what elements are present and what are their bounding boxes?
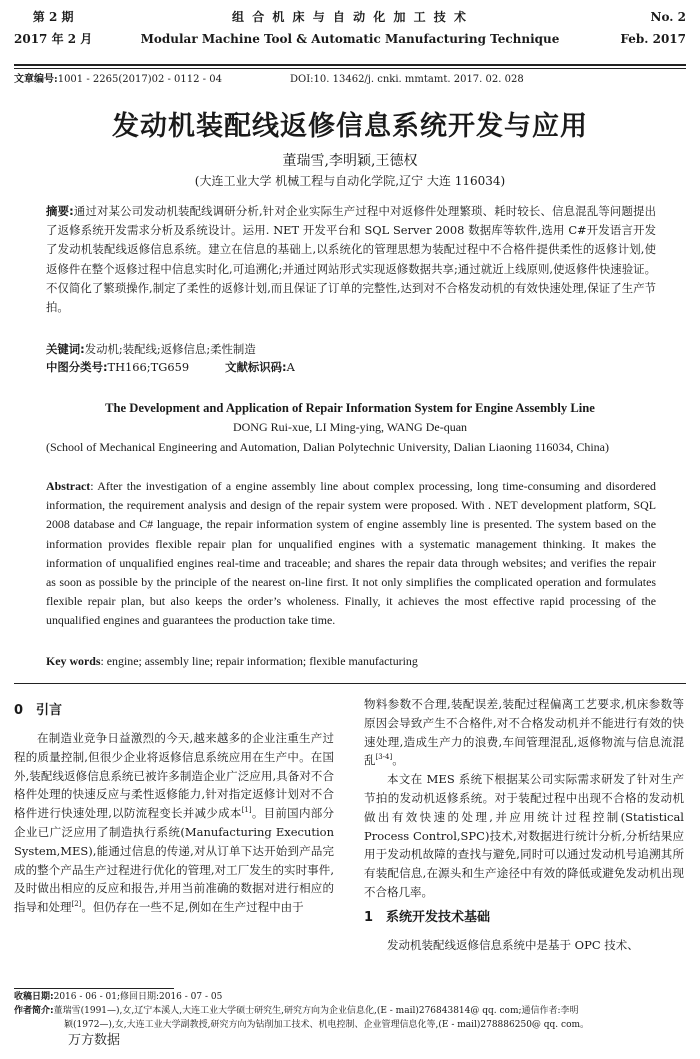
issue-date-cn: 2017 年 2 月 [14,32,93,46]
body-paragraph: 本文在 MES 系统下根据某公司实际需求研发了针对生产节拍的发动机返修系统。对于装配过程中出现不合格的发动机做出有效快速的处理,并应用统计过程控制(Statistical Process Control,SPC)技术,对数据进行统计分析,分析结果应用于发动机故障的查找与避免,同时可以通过发动机号追溯其所有装配信息,在源头和生产途径中有效的降低或避免发动机出现不合格几率。 [364,772,684,899]
running-header [14,6,686,62]
body-text: 物料参数不合理,装配误差,装配过程偏离工艺要求,机床参数等原因会导致产生不合格件,对不合格发动机并不能进行有效的快速处理,造成生产力的浪费,车间管理混乱,返修物流与信息流混乱 [364,697,684,768]
body-text: 。目前国内部分企业已广泛应用了制造执行系统(Manufacturing Execution System,MES),能通过信息的传递,对从订单下达开始到产品完成的整个产品生产过程进行优化的管理,对工厂发生的实时事件,及时做出相应的反应和报告,并用当前准确的数据对进行相应的指导和处理 [14,806,335,915]
affiliation-en: (School of Mechanical Engineering and Automation, Dalian Polytechnic University, Dalian Liaoning 116034, China) [46,440,609,454]
body-column-right [364,695,684,955]
keywords-en-label: Key words [46,654,101,668]
abstract-cn [46,202,656,317]
keywords-en [46,652,656,670]
journal-name-cn: 组 合 机 床 与 自 动 化 加 工 技 术 [232,10,468,24]
keywords-en-text: : engine; assembly line; repair information; flexible manufacturing [100,654,418,668]
abstract-cn-label: 摘要: [46,204,74,218]
paper-title-cn: 发动机装配线返修信息系统开发与应用 [112,111,588,142]
section-heading-tech [364,906,684,930]
paper-title-en: The Development and Application of Repair Information System for Engine Assembly Line [105,401,595,415]
affiliation-cn: (大连工业大学 机械工程与自动化学院,辽宁 大连 116034) [194,174,506,188]
section-number: 1 [364,909,374,925]
header-rule-thin [14,68,686,69]
issue-number-cn: 第 2 期 [32,10,74,24]
issue-block-cn [14,6,92,50]
article-number-label: 文章编号: [14,74,58,85]
classification-line [46,358,656,376]
citation-ref: [1] [241,806,252,815]
issue-block-en [620,6,686,50]
footnotes [14,990,686,1032]
body-text: 。 [392,753,404,768]
abstract-en-label: Abstract [46,479,91,493]
abstract-separator [14,683,686,684]
journal-name-block [14,6,686,50]
document-code-value: A [286,360,295,374]
authors-en: DONG Rui-xue, LI Ming-ying, WANG De-quan [232,420,468,434]
body-column-left [14,695,334,917]
article-number [14,73,222,87]
footnote-dates-value: 2016 - 06 - 01;修回日期:2016 - 07 - 05 [53,992,223,1002]
keywords-cn-label: 关键词: [46,342,85,356]
section-title: 系统开发技术基础 [386,909,491,925]
doi: DOI:10. 13462/j. cnki. mmtamt. 2017. 02. 028 [290,74,524,85]
section-heading-intro [14,699,334,723]
issue-date-en: Feb. 2017 [620,32,686,46]
citation-ref: [2] [71,900,82,909]
journal-name-en: Modular Machine Tool & Automatic Manufacturing Technique [140,32,560,46]
abstract-en-text: : After the investigation of a engine assembly line about complex processing, long time-consuming and disordered information, the requirement analysis and design of the repair system were proposed. With . NET development platform, SQL 2008 database and C# language, the repair information system of engine assembly line is presented. The system based on the information provides flexible repair plan for unqualified engines with a systematic management thinking. It makes the information of unqualified engines real-time and traceable; and shares the repair data through websites; and verifies the repair as soon as possible by the principle of the nearest on-line first. It not only simplifies the complicated operation and formulates flexible repair plan, but also keeps the order’s wholeness. Finally, it achieves the most effective rapid processing of the unqualified engines and guarantees the production take time. [46,479,656,628]
authors-cn: 董瑞雪,李明颖,王德权 [282,153,418,169]
body-paragraph [364,695,684,770]
header-rule-thick [14,64,686,66]
abstract-en [46,477,656,631]
watermark: 万方数据 [68,1033,121,1048]
body-paragraph [14,729,334,917]
citation-ref: [3-4] [375,753,393,762]
body-text: 。但仍存在一些不足,例如在生产过程中由于 [81,900,304,915]
footnote-bio-text: 董瑞雪(1991—),女,辽宁本溪人,大连工业大学硕士研究生,研究方向为企业信息化,(E - mail)276843814@ qq. com;通信作者:李明 [53,1006,579,1016]
section-title: 引言 [36,703,63,718]
footnote-dates [14,990,686,1004]
body-text: 在制造业竞争日益激烈的今天,越来越多的企业注重生产过程的质量控制,但很少企业将返修信息系统应用在生产中。在国外,装配线返修信息系统已被许多制造企业广泛应用,具备对不合格件处理的快速反应与柔性返修能力,针对指定返修计划对不合格件进行快速处理,以防流程变长并减少成本 [14,731,334,821]
classification-value: TH166;TG659 [107,360,190,374]
keywords-cn-text: 发动机;装配线;返修信息;柔性制造 [84,342,256,356]
article-number-value: 1001 - 2265(2017)02 - 0112 - 04 [57,74,222,85]
footnote-rule [14,988,174,989]
issue-number-en: No. 2 [650,10,686,24]
classification-label: 中图分类号: [46,360,108,374]
footnote-bio-label: 作者简介: [14,1006,54,1016]
footnote-bio-cont: 颖(1972—),女,大连工业大学副教授,研究方向为钻削加工技术、机电控制、企业管理信息化等,(E - mail)278886250@ qq. com。 [64,1020,590,1030]
document-code-label: 文献标识码: [225,360,287,374]
section-number: 0 [14,703,24,718]
footnote-dates-label: 收稿日期: [14,992,54,1002]
body-paragraph: 发动机装配线返修信息系统中是基于 OPC 技术、 [387,937,639,952]
abstract-cn-text: 通过对某公司发动机装配线调研分析,针对企业实际生产过程中对返修件处理繁琐、耗时较长、信息混乱等问题提出了返修系统开发需求分析及系统设计。运用. NET 开发平台和 SQL Server 2008 数据库等软件,选用 C#开发语言开发了发动机装配线返修信息系统。建立在信息的基础上,以系统化的管理思想为装配过程中不合格件提供柔性的返修计划,使返修件在整个返修过程中信息实时化,可追溯化;并通过网站形式实现返修数据共享;通过就近上线原则,使返修件快速验证。不仅简化了繁琐操作,制定了柔性的返修计划,而且保证了订单的完整性,达到对不合格发动机的有效快速处理,保证了生产节拍。 [46,204,656,315]
keywords-cn [46,340,656,358]
footnote-bio [14,1004,686,1018]
